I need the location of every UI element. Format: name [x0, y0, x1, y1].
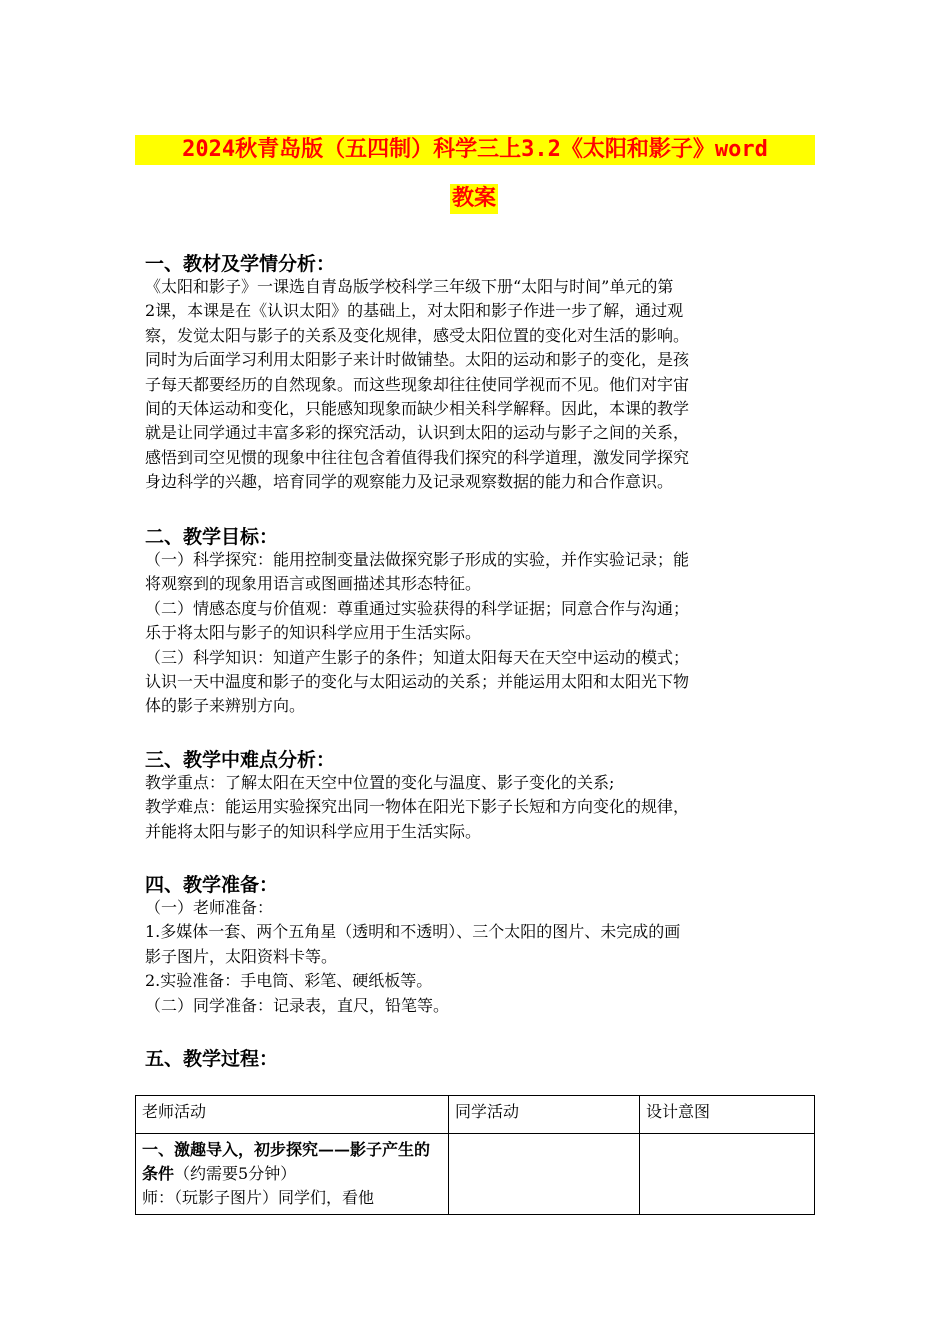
paragraph-line: 间的天体运动和变化，只能感知现象而缺少相关科学解释。因此，本课的教学 — [145, 399, 690, 419]
paragraph-line: 1.多媒体一套、两个五角星（透明和不透明）、三个太阳的图片、未完成的画 — [145, 922, 681, 942]
section-2-heading: 二、教学目标： — [145, 526, 279, 548]
document-title-line-2 — [450, 184, 498, 214]
paragraph-line: 体的影子来辨别方向。 — [145, 696, 306, 716]
document-title-line-1: 2024秋青岛版（五四制）科学三上3.2《太阳和影子》word — [135, 135, 815, 165]
paragraph-line: 影子图片，太阳资料卡等。 — [145, 946, 338, 966]
step-title: 一、激趣导入，初步探究——影子产生的条件 — [142, 1140, 431, 1183]
table-header-cell: 设计意图 — [640, 1096, 815, 1134]
table-cell-student-activity — [449, 1134, 640, 1215]
paragraph-line: （一）老师准备： — [145, 898, 274, 917]
paragraph-line: 察，发觉太阳与影子的关系及变化规律，感受太阳位置的变化对生活的影响。 — [145, 325, 690, 345]
table-header-cell: 老师活动 — [136, 1096, 449, 1134]
step-text: 师：（玩影子图片）同学们，看他 — [142, 1188, 375, 1207]
paragraph-line: 2课，本课是在《认识太阳》的基础上，对太阳和影子作进一步了解，通过观 — [145, 301, 684, 321]
paragraph-line: （三）科学知识：知道产生影子的条件；知道太阳每天在天空中运动的模式； — [145, 647, 690, 667]
section-3-body — [145, 771, 815, 844]
paragraph-line: 将观察到的现象用语言或图画描述其形态特征。 — [145, 574, 482, 594]
paragraph-line: 并能将太阳与影子的知识科学应用于生活实际。 — [145, 821, 482, 841]
paragraph-line: （二）同学准备：记录表，直尺，铅笔等。 — [145, 995, 450, 1015]
paragraph-line: （二）情感态度与价值观：尊重通过实验获得的科学证据；同意合作与沟通； — [145, 598, 690, 618]
section-5-heading: 五、教学过程： — [145, 1048, 279, 1070]
paragraph-line: 感悟到司空见惯的现象中往往包含着值得我们探究的科学道理，激发同学探究 — [145, 447, 690, 467]
teaching-process-table — [135, 1095, 815, 1215]
table-cell-design-intent — [640, 1134, 815, 1215]
document-title-line-2-text: 教案 — [452, 186, 497, 211]
paragraph-line: 同时为后面学习利用太阳影子来计时做铺垫。太阳的运动和影子的变化，是孩 — [145, 350, 690, 370]
paragraph-line: 乐于将太阳与影子的知识科学应用于生活实际。 — [145, 623, 482, 643]
paragraph-line: 教学难点：能运用实验探究出同一物体在阳光下影子长短和方向变化的规律， — [145, 797, 690, 817]
section-4-heading: 四、教学准备： — [145, 874, 279, 896]
table-row — [136, 1134, 815, 1215]
table-header-cell: 同学活动 — [449, 1096, 640, 1134]
section-4-body — [145, 896, 815, 1018]
section-1-heading: 一、教材及学情分析： — [145, 253, 336, 275]
paragraph-line: 2.实验准备：手电筒、彩笔、硬纸板等。 — [145, 971, 433, 991]
section-3-heading: 三、教学中难点分析： — [145, 749, 336, 771]
paragraph-line: （一）科学探究：能用控制变量法做探究影子形成的实验，并作实验记录；能 — [145, 550, 690, 569]
paragraph-line: 身边科学的兴趣，培育同学的观察能力及记录观察数据的能力和合作意识。 — [145, 472, 674, 492]
table-header-row — [136, 1096, 815, 1134]
paragraph-line: 就是让同学通过丰富多彩的探究活动，认识到太阳的运动与影子之间的关系， — [145, 423, 690, 443]
table-cell-teacher-activity — [136, 1134, 449, 1215]
paragraph-line: 《太阳和影子》一课选自青岛版学校科学三年级下册“太阳与时间”单元的第 — [145, 277, 674, 296]
section-1-body — [145, 275, 815, 495]
section-2-body — [145, 548, 815, 719]
paragraph-line: 子每天都要经历的自然现象。而这些现象却往往使同学视而不见。他们对宇宙 — [145, 374, 690, 394]
step-duration: （约需要5分钟） — [174, 1164, 297, 1183]
paragraph-line: 认识一天中温度和影子的变化与太阳运动的关系；并能运用太阳和太阳光下物 — [145, 672, 690, 692]
paragraph-line: 教学重点：了解太阳在天空中位置的变化与温度、影子变化的关系; — [145, 773, 615, 792]
